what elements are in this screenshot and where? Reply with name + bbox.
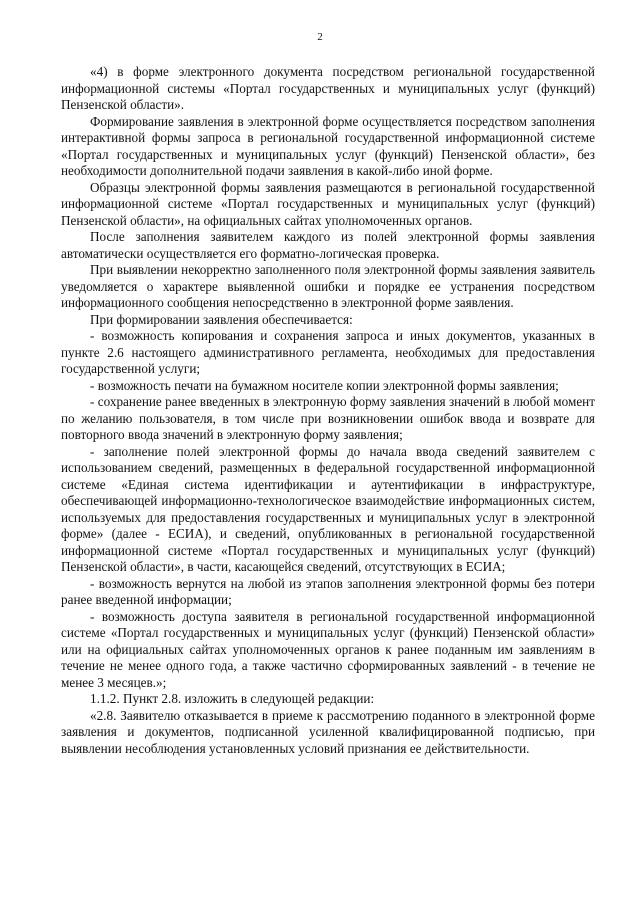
document-body <box>61 64 595 757</box>
paragraph: «4) в форме электронного документа посредством региональной государственной информационной системы «Портал государственных и муниципальных услуг (функций) Пензенской области». <box>61 64 595 112</box>
paragraph: При выявлении некорректно заполненного поля электронной формы заявления заявитель уведомляется о характере выявленной ошибки и порядке ее устранения посредством информационного сообщения непосредственно в электронной форме заявления. <box>61 262 595 310</box>
list-item: - возможность печати на бумажном носителе копии электронной формы заявления; <box>90 377 559 393</box>
list-item: - заполнение полей электронной формы до начала ввода сведений заявителем с использованием сведений, размещенных в федеральной государственной информационной системе «Единая система идентификации и аутентификации в инфраструктуре, обеспечивающей информационно-технологическое взаимодействие информационных систем, используемых для предоставления государственных и муниципальных услуг в электронной форме» (далее - ЕСИА), и сведений, опубликованных в региональной государственной информационной системе «Портал государственных и муниципальных услуг (функций) Пензенской области», в части, касающейся сведений, отсутствующих в ЕСИА; <box>61 443 595 574</box>
list-item: - возможность копирования и сохранения запроса и иных документов, указанных в пункте 2.6 настоящего административного регламента, необходимых для предоставления государственной услуги; <box>61 328 595 376</box>
paragraph: При формировании заявления обеспечивается: <box>90 311 353 327</box>
list-item: - возможность доступа заявителя в региональной государственной информационной системе «Портал государственных и муниципальных услуг (функций) Пензенской области» или на официальных сайтах уполномоченных органов к ранее поданным им заявлениям в течение не менее одного года, а также частично сформированных заявлений - в течение не менее 3 месяцев.»; <box>61 608 595 690</box>
page-number: 2 <box>317 31 323 43</box>
paragraph: «2.8. Заявителю отказывается в приеме к рассмотрению поданного в электронной форме заявления и документов, подписанной усиленной квалифицированной подписью, при выявлении несоблюдения установленных условий признания ее действительности. <box>61 707 595 756</box>
list-item: - возможность вернутся на любой из этапов заполнения электронной формы без потери ранее введенной информации; <box>61 575 595 607</box>
paragraph: Формирование заявления в электронной форме осуществляется посредством заполнения интерактивной формы запроса в региональной государственной информационной системе «Портал государственных и муниципальных услуг (функций) Пензенской области», без необходимости дополнительной подачи заявления в какой-либо иной форме. <box>61 113 595 178</box>
paragraph: После заполнения заявителем каждого из полей электронной формы заявления автоматически осуществляется его форматно-логическая проверка. <box>61 229 595 261</box>
paragraph: Образцы электронной формы заявления размещаются в региональной государственной информационной системе «Портал государственных и муниципальных услуг (функций) Пензенской области», на официальных сайтах уполномоченных органов. <box>61 179 595 228</box>
list-item: - сохранение ранее введенных в электронную форму заявления значений в любой момент по желанию пользователя, в том числе при возникновении ошибок ввода и возврате для повторного ввода значений в электронную форму заявления; <box>61 394 595 442</box>
paragraph: 1.1.2. Пункт 2.8. изложить в следующей редакции: <box>90 691 375 706</box>
